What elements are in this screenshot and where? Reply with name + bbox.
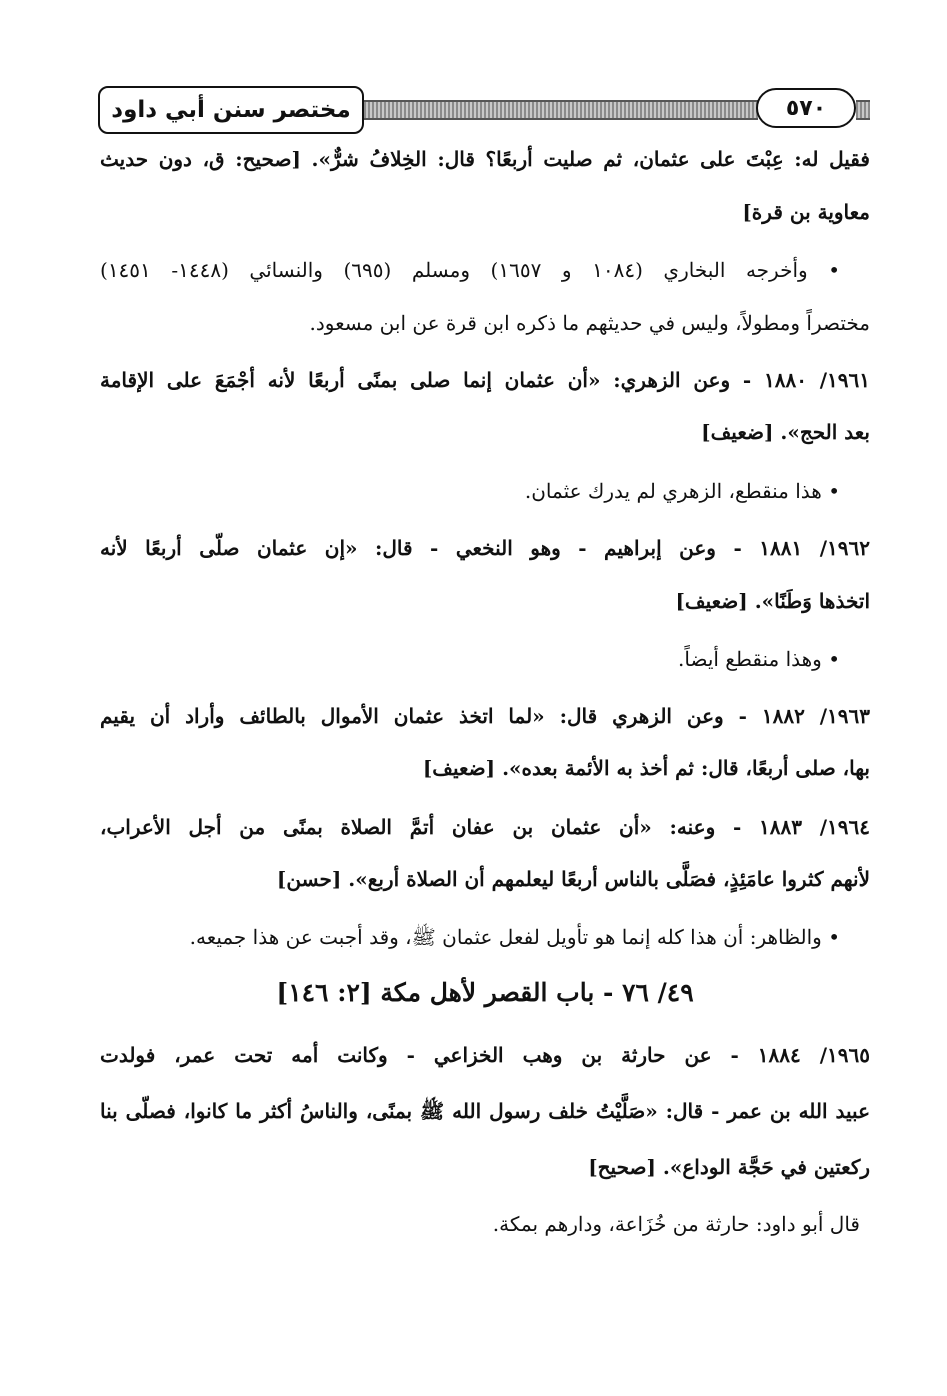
book-title: مختصر سنن أبي داود [98, 86, 364, 134]
text-line-2: معاوية بن قرة] [742, 200, 870, 224]
comment-1961: • هذا منقطع، الزهري لم يدرك عثمان. [524, 479, 840, 503]
comment-1962: • وهذا منقطع أيضاً. [678, 647, 840, 671]
page-number: ٥٧٠ [756, 88, 856, 128]
hadith-1965-line-3: ركعتين في حَجَّة الوداع». [صحيح] [588, 1155, 870, 1179]
hadith-1961-line-2: بعد الحج». [ضعيف] [701, 420, 870, 444]
comment-1964: • والظاهر: أن هذا كله إنما هو تأويل لفعل عثمان ﷺ، وقد أجبت عن هذا جميعه. [189, 925, 840, 949]
hadith-1965-line-1: ١٩٦٥/ ١٨٨٤ - عن حارثة بن وهب الخزاعي - وكانت أمه تحت عمر، فولدت [100, 1043, 870, 1067]
header-decorative-bar [360, 100, 758, 120]
footnote-line-1: • وأخرجه البخاري (١٠٨٤ و ١٦٥٧) ومسلم (٦٩٥) والنسائي (١٤٤٨- ١٤٥١) [100, 258, 841, 282]
hadith-1963-line-1: ١٩٦٣/ ١٨٨٢ - وعن الزهري قال: «لما اتخذ عثمان الأموال بالطائف وأراد أن يقيم [100, 704, 870, 728]
text-line-1: فقيل له: عِبْتَ على عثمان، ثم صليت أربعًا؟ قال: الخِلافُ شرٌّ». [صحيح: ق، دون حديث [100, 147, 870, 171]
section-heading: ٤٩/ ٧٦ - باب القصر لأهل مكة [٢: ١٤٦] [276, 978, 694, 1007]
hadith-1964-line-1: ١٩٦٤/ ١٨٨٣ - وعنه: «أن عثمان بن عفان أتمَّ الصلاة بمنًى من أجل الأعراب، [100, 815, 870, 839]
hadith-1965-line-2: عبيد الله بن عمر - قال: «صَلَّيْتُ خلف رسول الله ﷺ بمنًى، والناسُ أكثر ما كانوا، فصلّى بنا [100, 1099, 870, 1123]
hadith-1964-line-2: لأنهم كثروا عامَئِذٍ، فصَلَّى بالناس أربعًا ليعلمهم أن الصلاة أربع». [حسن] [276, 867, 870, 891]
footnote-line-2: مختصراً ومطولاً، وليس في حديثهم ما ذكره ابن قرة عن ابن مسعود. [309, 311, 870, 335]
hadith-1963-line-2: بها، صلى أربعًا، قال: ثم أخذ به الأئمة بعده». [ضعيف] [422, 756, 870, 780]
page-header [98, 86, 870, 134]
hadith-1961-line-1: ١٩٦١/ ١٨٨٠ - وعن الزهري: «أن عثمان إنما صلى بمنًى أربعًا لأنه أجْمَعَ على الإقامة [100, 368, 870, 392]
hadith-1962-line-2: اتخذها وَطَنًا». [ضعيف] [675, 589, 870, 613]
abu-dawud-note: قال أبو داود: حارثة من خُزَاعة، ودارهم بمكة. [492, 1212, 860, 1236]
header-decorative-bar-end [856, 100, 870, 120]
hadith-1962-line-1: ١٩٦٢/ ١٨٨١ - وعن إبراهيم - وهو النخعي - قال: «إن عثمان صلّى أربعًا لأنه [100, 536, 870, 560]
